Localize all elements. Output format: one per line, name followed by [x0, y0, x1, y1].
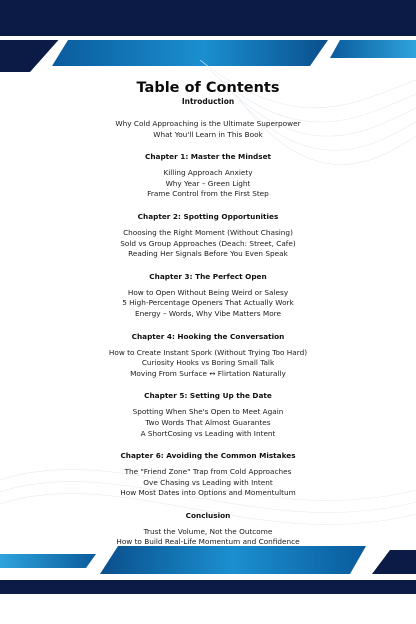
conclusion-section — [0, 511, 416, 548]
toc-entry[interactable]: Energy – Words, Why Vibe Matters More — [135, 308, 281, 318]
toc-entry[interactable]: Moving From Surface ↔ Flirtation Naturally — [130, 368, 286, 378]
toc-entry[interactable]: 5 High-Percentage Openers That Actually Work — [122, 298, 294, 308]
page-title: Table of Contents — [136, 80, 280, 96]
toc-entry[interactable]: Why Year – Green Light — [165, 178, 251, 188]
toc-entry[interactable]: Why Cold Approaching is the Ultimate Superpower — [115, 119, 301, 128]
chapter-heading[interactable]: Chapter 2: Spotting Opportunities — [137, 211, 279, 221]
toc-entry[interactable]: Two Words That Almost Guarantes — [145, 417, 271, 427]
chapter-6-section — [0, 451, 416, 499]
chapter-heading[interactable]: Conclusion — [185, 510, 231, 520]
chapter-2-section — [0, 212, 416, 260]
chapter-heading[interactable]: Chapter 1: Master the Mindset — [144, 152, 272, 162]
toc-entry[interactable]: Ove Chasing vs Leading with Intent — [143, 477, 273, 487]
toc-entry[interactable]: How Most Dates into Options and Momentultum — [120, 488, 296, 498]
toc-entry[interactable]: Trust the Volume, Not the Outcome — [143, 526, 273, 536]
chapter-heading[interactable]: Chapter 5: Setting Up the Date — [144, 391, 272, 401]
toc-entry[interactable]: How to Build Real-Life Momentum and Confidence — [116, 537, 300, 547]
toc-entry[interactable]: Spotting When She's Open to Meet Again — [132, 407, 284, 417]
bottom-banner-decoration — [0, 540, 416, 624]
chapter-4-section — [0, 332, 416, 380]
intro-items — [0, 119, 416, 140]
toc-entry[interactable]: How to Open Without Being Weird or Salesy — [127, 287, 289, 297]
chapter-heading[interactable]: Chapter 3: The Perfect Open — [149, 271, 267, 281]
chapter-3-section — [0, 272, 416, 320]
toc-entry[interactable]: Reading Her Signals Before You Even Speak — [128, 249, 288, 259]
toc-entry[interactable]: A ShortCosing vs Leading with Intent — [140, 428, 276, 438]
toc-entry[interactable]: How to Create Instant Spork (Without Trying Too Hard) — [108, 347, 308, 357]
toc-entry[interactable]: Sold vs Group Approaches (Deach: Street, Cafe) — [120, 238, 296, 248]
intro-heading: Introduction — [181, 97, 235, 106]
toc-entry[interactable]: Choosing the Right Moment (Without Chasing) — [123, 227, 293, 237]
chapter-1-section — [0, 152, 416, 200]
toc-entry[interactable]: What You'll Learn in This Book — [153, 129, 263, 139]
chapter-5-section — [0, 391, 416, 439]
toc-entry[interactable]: Frame Control from the First Step — [147, 189, 269, 199]
chapter-heading[interactable]: Chapter 4: Hooking the Conversation — [131, 331, 285, 341]
toc-entry[interactable]: The "Friend Zone" Trap from Cold Approaches — [124, 467, 292, 477]
toc-entry[interactable]: Killing Approach Anxiety — [163, 168, 253, 178]
table-of-contents — [0, 80, 416, 548]
chapter-heading[interactable]: Chapter 6: Avoiding the Common Mistakes — [120, 451, 296, 461]
toc-entry[interactable]: Curiosity Hooks vs Boring Small Talk — [141, 358, 275, 368]
